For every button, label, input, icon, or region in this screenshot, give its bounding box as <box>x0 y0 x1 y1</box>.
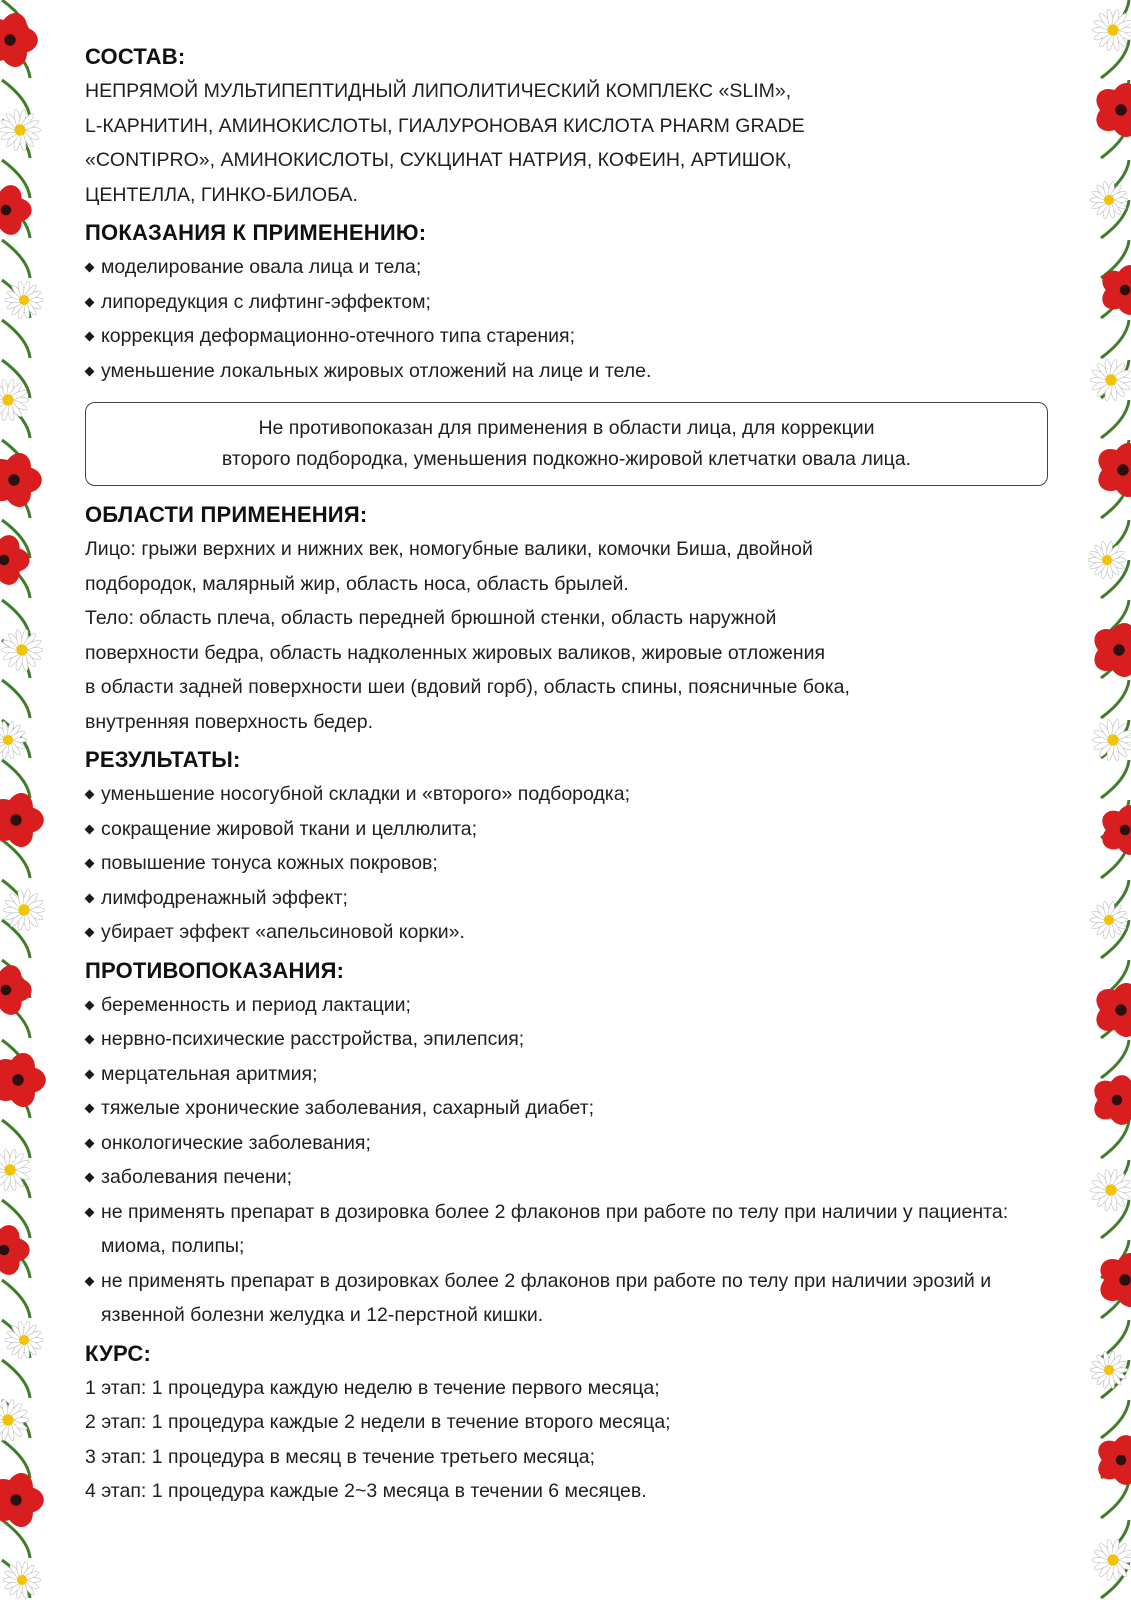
floral-border-left <box>0 0 50 1600</box>
contraindications-section <box>85 954 1050 1333</box>
indications-list <box>85 250 1050 388</box>
document-body <box>85 40 1050 1513</box>
poppy-flower-icon <box>0 1050 46 1111</box>
list-item: уменьшение носогубной складки и «второго» подбородка; <box>85 777 1050 812</box>
poppy-flower-icon <box>1091 80 1131 141</box>
list-item: моделирование овала лица и тела; <box>85 250 1050 285</box>
stem-icon <box>2 1440 30 1478</box>
list-item: повышение тонуса кожных покровов; <box>85 846 1050 881</box>
course-heading: КУРС: <box>85 1340 152 1366</box>
course-section <box>85 1337 1050 1509</box>
daisy-flower-icon <box>0 109 41 151</box>
areas-line: поверхности бедра, область надколенных жировых валиков, жировые отложения <box>85 641 826 664</box>
composition-line: «CONTIPRO», АМИНОКИСЛОТЫ, СУКЦИНАТ НАТРИЯ, КОФЕИН, АРТИШОК, <box>85 149 792 171</box>
poppy-flower-icon <box>0 450 42 511</box>
composition-section <box>85 40 1050 212</box>
poppy-flower-icon <box>0 532 30 588</box>
list-item: коррекция деформационно-отечного типа старения; <box>85 319 1050 354</box>
poppy-flower-icon <box>0 962 32 1018</box>
poppy-flower-icon <box>1095 1250 1131 1311</box>
daisy-flower-icon <box>1090 901 1128 939</box>
stem-icon <box>1101 400 1129 438</box>
poppy-flower-icon <box>0 10 38 71</box>
daisy-flower-icon <box>1088 541 1126 579</box>
daisy-flower-icon <box>1090 181 1128 219</box>
poppy-flower-icon <box>1097 262 1131 318</box>
daisy-flower-icon <box>1090 359 1131 401</box>
list-item: мерцательная аритмия; <box>85 1057 1050 1092</box>
notice-line: Не противопоказан для применения в области лица, для коррекции <box>258 417 875 439</box>
areas-line: Лицо: грыжи верхних и нижних век, номогубные валики, комочки Биша, двойной <box>85 538 813 560</box>
course-stage: 1 этап: 1 процедура каждую неделю в течение первого месяца; <box>85 1376 660 1399</box>
list-item: беременность и период лактации; <box>85 988 1050 1023</box>
poppy-flower-icon <box>0 1222 30 1278</box>
stem-icon <box>1101 680 1129 718</box>
stem-icon <box>2 320 30 358</box>
daisy-flower-icon <box>1090 1169 1131 1211</box>
list-item: уменьшение локальных жировых отложений на лице и теле. <box>85 354 1050 389</box>
poppy-flower-icon <box>1093 440 1131 501</box>
areas-line: Тело: область плеча, область передней брюшной стенки, область наружной <box>85 607 777 629</box>
stem-icon <box>1101 760 1129 798</box>
poppy-flower-icon <box>1089 1072 1131 1128</box>
floral-border-right <box>1081 0 1131 1600</box>
composition-line: L-КАРНИТИН, АМИНОКИСЛОТЫ, ГИАЛУРОНОВАЯ КИСЛОТА PHARM GRADE <box>85 114 805 137</box>
stem-icon <box>2 1360 30 1398</box>
poppy-flower-icon <box>0 790 44 851</box>
results-heading: РЕЗУЛЬТАТЫ: <box>85 747 241 772</box>
notice-box <box>85 402 1048 486</box>
list-item: убирает эффект «апельсиновой корки». <box>85 915 1050 950</box>
stem-icon <box>2 1280 30 1318</box>
list-item: онкологические заболевания; <box>85 1126 1050 1161</box>
floral-border-right-art <box>1081 0 1131 1600</box>
daisy-flower-icon <box>1090 1351 1128 1389</box>
stem-icon <box>2 680 30 718</box>
stem-icon <box>1101 1120 1129 1158</box>
daisy-flower-icon <box>0 721 27 759</box>
daisy-flower-icon <box>1 629 43 671</box>
indications-heading: ПОКАЗАНИЯ К ПРИМЕНЕНИЮ: <box>85 220 427 245</box>
list-item: не применять препарат в дозировках более 2 флаконов при работе по телу при наличии эрозий и язвенной болезни желудка и 12-перстной кишки. <box>85 1264 1050 1333</box>
poppy-flower-icon <box>0 1470 44 1531</box>
stem-icon <box>2 240 30 278</box>
areas-line: подбородок, малярный жир, область носа, область брылей. <box>85 572 629 595</box>
daisy-flower-icon <box>0 1399 29 1441</box>
areas-section <box>85 498 1050 739</box>
stem-icon <box>1101 1480 1129 1518</box>
contraindications-heading: ПРОТИВОПОКАЗАНИЯ: <box>85 957 345 983</box>
course-stage: 4 этап: 1 процедура каждые 2~3 месяца в течении 6 месяцев. <box>85 1480 647 1502</box>
list-item: не применять препарат в дозировка более 2 флаконов при работе по телу при наличии у пациента: миома, полипы; <box>85 1195 1050 1264</box>
poppy-flower-icon <box>1097 802 1131 858</box>
results-list <box>85 777 1050 950</box>
course-stage: 2 этап: 1 процедура каждые 2 недели в течение второго месяца; <box>85 1411 671 1433</box>
daisy-flower-icon <box>1092 1539 1131 1581</box>
list-item: лимфодренажный эффект; <box>85 881 1050 916</box>
areas-line: в области задней поверхности шеи (вдовий горб), область спины, поясничные бока, <box>85 676 850 698</box>
stem-icon <box>1101 1400 1129 1438</box>
composition-heading: СОСТАВ: <box>85 44 186 69</box>
stem-icon <box>2 760 30 798</box>
areas-line: внутренняя поверхность бедер. <box>85 710 374 733</box>
contraindications-list <box>85 988 1050 1333</box>
notice-line: второго подбородка, уменьшения подкожно-жировой клетчатки овала лица. <box>221 448 912 470</box>
poppy-flower-icon <box>1093 1432 1131 1488</box>
list-item: нервно-психические расстройства, эпилепсия; <box>85 1022 1050 1057</box>
list-item: тяжелые хронические заболевания, сахарный диабет; <box>85 1091 1050 1126</box>
course-stage: 3 этап: 1 процедура в месяц в течение третьего месяца; <box>85 1445 596 1468</box>
stem-icon <box>1101 320 1129 358</box>
list-item: заболевания печени; <box>85 1160 1050 1195</box>
daisy-flower-icon <box>1092 719 1131 761</box>
composition-line: ЦЕНТЕЛЛА, ГИНКО-БИЛОБА. <box>85 183 358 206</box>
results-section <box>85 743 1050 950</box>
list-item: сокращение жировой ткани и целлюлита; <box>85 812 1050 847</box>
composition-line: НЕПРЯМОЙ МУЛЬТИПЕПТИДНЫЙ ЛИПОЛИТИЧЕСКИЙ КОМПЛЕКС «SLIM», <box>85 80 792 102</box>
daisy-flower-icon <box>1092 9 1131 51</box>
list-item: липоредукция с лифтинг-эффектом; <box>85 285 1050 320</box>
areas-heading: ОБЛАСТИ ПРИМЕНЕНИЯ: <box>85 502 368 527</box>
indications-section <box>85 216 1050 388</box>
floral-border-left-art <box>0 0 50 1600</box>
stem-icon <box>1101 1040 1129 1078</box>
